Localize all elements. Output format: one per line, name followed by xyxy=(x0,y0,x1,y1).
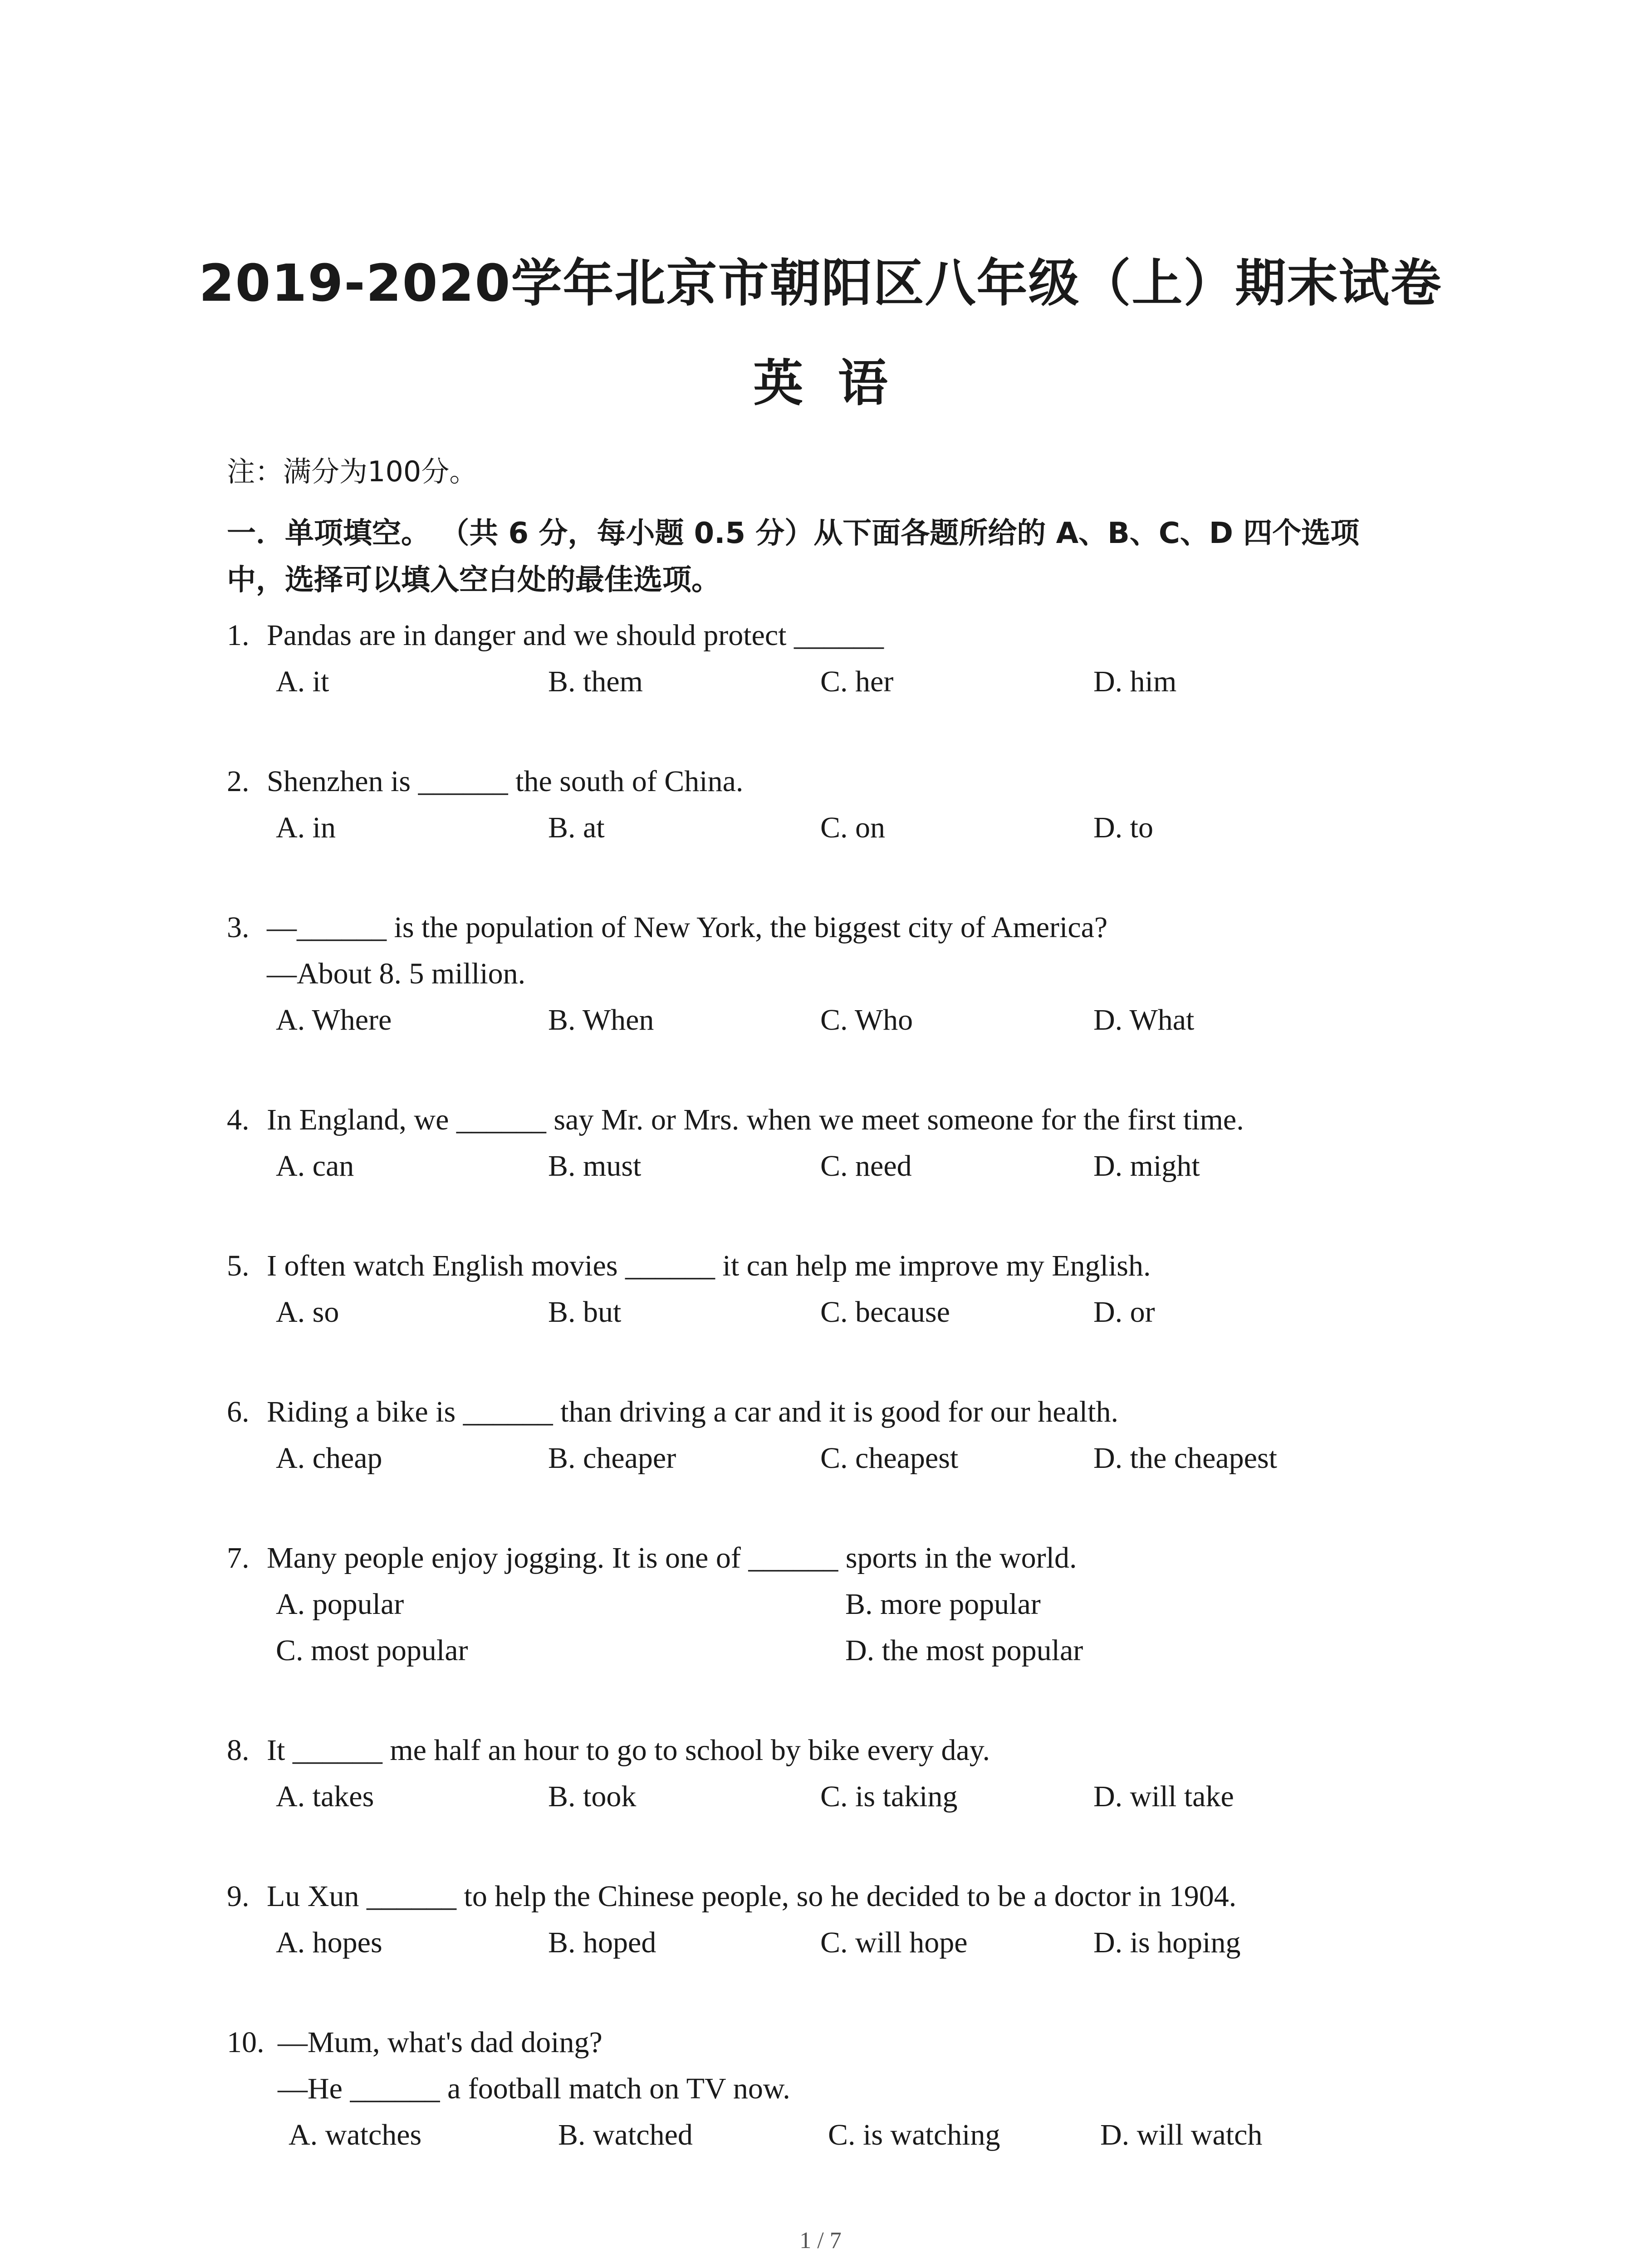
option-a: A. takes xyxy=(276,1780,374,1813)
option-d: D. will take xyxy=(1093,1780,1234,1813)
option-b: B. must xyxy=(548,1149,642,1183)
option-b: B. When xyxy=(548,1003,654,1036)
question-number: 5. xyxy=(227,1249,250,1282)
option-d: D. will watch xyxy=(1100,2118,1263,2151)
option-c: C. her xyxy=(820,665,894,698)
question-number: 4. xyxy=(227,1103,250,1136)
option-c: C. most popular xyxy=(276,1634,468,1667)
option-b: B. more popular xyxy=(845,1588,1041,1621)
option-c: C. on xyxy=(820,811,886,844)
question-number: 6. xyxy=(227,1395,250,1428)
option-a: A. so xyxy=(276,1295,339,1329)
option-c: C. cheapest xyxy=(820,1442,959,1475)
option-a: A. it xyxy=(276,665,329,698)
option-c: C. is watching xyxy=(828,2118,1000,2151)
question-stem: —______ is the population of New York, the biggest city of America? xyxy=(267,911,1108,944)
option-d: D. to xyxy=(1093,811,1153,844)
option-b: B. cheaper xyxy=(548,1442,676,1475)
question-answer-line: —He ______ a football match on TV now. xyxy=(278,2072,790,2105)
option-b: B. but xyxy=(548,1295,622,1329)
option-c: C. is taking xyxy=(820,1780,958,1813)
question-stem: Pandas are in danger and we should protect ______ xyxy=(267,619,884,652)
question-stem: Riding a bike is ______ than driving a car and it is good for our health. xyxy=(267,1395,1118,1428)
option-c: C. need xyxy=(820,1149,912,1183)
question-number: 10. xyxy=(227,2026,265,2059)
question-number: 2. xyxy=(227,765,250,798)
question-number: 1. xyxy=(227,619,250,652)
option-c: C. will hope xyxy=(820,1926,968,1959)
question-number: 3. xyxy=(227,911,250,944)
score-note: 注：满分为100分。 xyxy=(227,455,478,488)
option-a: A. Where xyxy=(276,1003,392,1036)
option-a: A. can xyxy=(276,1149,354,1183)
option-d: D. is hoping xyxy=(1093,1926,1241,1959)
option-d: D. the cheapest xyxy=(1093,1442,1277,1475)
question-stem: Many people enjoy jogging. It is one of ______ sports in the world. xyxy=(267,1541,1077,1574)
page-number: 1 / 7 xyxy=(799,2228,842,2253)
question-stem: Lu Xun ______ to help the Chinese people, so he decided to be a doctor in 1904. xyxy=(267,1880,1237,1913)
option-d: D. the most popular xyxy=(845,1634,1083,1667)
question-number: 7. xyxy=(227,1541,250,1574)
question-stem: It ______ me half an hour to go to school by bike every day. xyxy=(267,1734,990,1767)
option-a: A. in xyxy=(276,811,336,844)
option-c: C. because xyxy=(820,1295,950,1329)
option-d: D. or xyxy=(1093,1295,1155,1329)
question-stem: Shenzhen is ______ the south of China. xyxy=(267,765,744,798)
option-d: D. him xyxy=(1093,665,1177,698)
option-d: D. might xyxy=(1093,1149,1200,1183)
question-stem: —Mum, what's dad doing? xyxy=(278,2026,603,2059)
question-answer-line: —About 8. 5 million. xyxy=(267,957,526,990)
option-a: A. popular xyxy=(276,1588,404,1621)
option-b: B. at xyxy=(548,811,605,844)
option-b: B. hoped xyxy=(548,1926,656,1959)
option-c: C. Who xyxy=(820,1003,913,1036)
exam-title: 2019-2020学年北京市朝阳区八年级（上）期末试卷 xyxy=(199,254,1442,313)
question-stem: I often watch English movies ______ it can help me improve my English. xyxy=(267,1249,1151,1282)
option-b: B. watched xyxy=(558,2118,693,2151)
question-stem: In England, we ______ say Mr. or Mrs. when we meet someone for the first time. xyxy=(267,1103,1244,1136)
question-number: 9. xyxy=(227,1880,250,1913)
option-b: B. them xyxy=(548,665,643,698)
option-d: D. What xyxy=(1093,1003,1195,1036)
option-a: A. cheap xyxy=(276,1442,382,1475)
option-a: A. hopes xyxy=(276,1926,382,1959)
exam-subject: 英 语 xyxy=(753,354,888,412)
option-a: A. watches xyxy=(289,2118,422,2151)
section-1-heading: 一．单项填空。 （共 6 分，每小题 0.5 分）从下面各题所给的 A、B、C、D 四个选项中，选择可以填入空白处的最佳选项。 xyxy=(227,517,1360,597)
option-b: B. took xyxy=(548,1780,637,1813)
question-number: 8. xyxy=(227,1734,250,1767)
